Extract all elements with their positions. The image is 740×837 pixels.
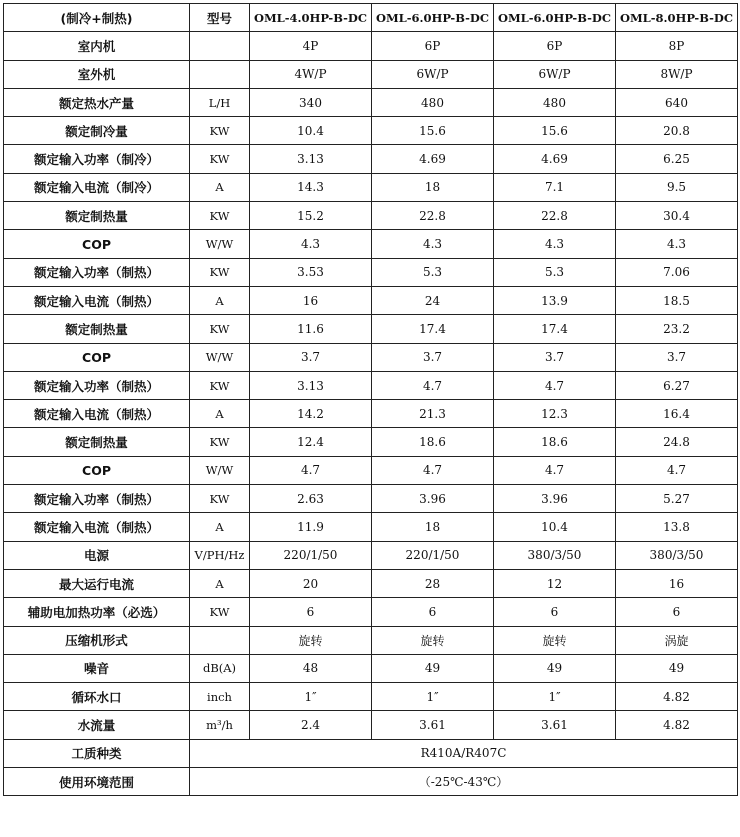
row-value: 16 [250,286,372,314]
row-value: 16.4 [616,400,738,428]
model-label-cell: 型号 [190,4,250,32]
row-value: 5.27 [616,485,738,513]
row-value: 6 [372,598,494,626]
row-value: 640 [616,88,738,116]
row-label: 额定输入电流（制冷） [4,173,190,201]
row-value: 4.3 [372,230,494,258]
row-value: 4.7 [494,371,616,399]
row-value: 14.3 [250,173,372,201]
row-value: 旋转 [372,626,494,654]
table-row [4,485,738,513]
row-label: 额定制冷量 [4,117,190,145]
row-unit: KW [190,371,250,399]
row-value: 7.1 [494,173,616,201]
row-value: 3.13 [250,145,372,173]
table-row [4,315,738,343]
row-value: 20 [250,569,372,597]
row-value: 4.7 [250,456,372,484]
table-row [4,569,738,597]
row-label: 压缩机形式 [4,626,190,654]
row-value: 220/1/50 [372,541,494,569]
row-unit: A [190,173,250,201]
row-value: 6 [494,598,616,626]
row-value: 4.3 [250,230,372,258]
row-label: 额定热水产量 [4,88,190,116]
row-value: 1″ [250,683,372,711]
row-value: 480 [494,88,616,116]
row-value: 3.7 [250,343,372,371]
row-unit: m³/h [190,711,250,739]
row-value: 380/3/50 [616,541,738,569]
row-value: 7.06 [616,258,738,286]
row-label: 室外机 [4,60,190,88]
row-value: 49 [616,654,738,682]
row-label: 辅助电加热功率（必选） [4,598,190,626]
row-unit: A [190,569,250,597]
row-value: 21.3 [372,400,494,428]
table-row [4,400,738,428]
row-value: 49 [372,654,494,682]
row-unit: KW [190,202,250,230]
row-label: 额定输入电流（制热） [4,286,190,314]
row-value: 1″ [372,683,494,711]
row-value: 14.2 [250,400,372,428]
row-value: 6W/P [494,60,616,88]
row-value: 3.7 [494,343,616,371]
row-value: 13.9 [494,286,616,314]
table-row [4,88,738,116]
row-value: 18.5 [616,286,738,314]
table-row [4,258,738,286]
row-value: 4.69 [372,145,494,173]
row-label: 噪音 [4,654,190,682]
row-label: 额定输入功率（制冷） [4,145,190,173]
row-label: COP [4,456,190,484]
spec-table-body [4,4,738,796]
row-value: 6 [616,598,738,626]
table-row [4,739,738,767]
row-value: 15.6 [494,117,616,145]
row-value: 30.4 [616,202,738,230]
row-value: 340 [250,88,372,116]
row-value: 4W/P [250,60,372,88]
row-value: 2.4 [250,711,372,739]
row-value: 11.6 [250,315,372,343]
table-row [4,173,738,201]
row-unit [190,626,250,654]
table-row [4,202,738,230]
row-value: 13.8 [616,513,738,541]
row-value: 17.4 [372,315,494,343]
row-label: 水流量 [4,711,190,739]
table-row [4,343,738,371]
row-value: 3.53 [250,258,372,286]
row-unit: W/W [190,230,250,258]
table-row [4,683,738,711]
table-row [4,145,738,173]
row-label: COP [4,230,190,258]
row-label: 最大运行电流 [4,569,190,597]
table-row [4,541,738,569]
table-row [4,626,738,654]
row-value: 15.6 [372,117,494,145]
table-row [4,60,738,88]
row-value: 1″ [494,683,616,711]
row-value: 22.8 [372,202,494,230]
row-value: 24.8 [616,428,738,456]
row-value: 18.6 [494,428,616,456]
row-label: 额定输入功率（制热） [4,258,190,286]
row-value: 4.3 [616,230,738,258]
row-value: 3.61 [372,711,494,739]
table-row [4,654,738,682]
row-value: 8P [616,32,738,60]
row-value: 9.5 [616,173,738,201]
table-row [4,428,738,456]
row-value: 4.69 [494,145,616,173]
row-unit: KW [190,258,250,286]
row-label: 额定制热量 [4,202,190,230]
row-value: 18 [372,173,494,201]
row-value: 2.63 [250,485,372,513]
category-cell: (制冷+制热) [4,4,190,32]
row-value: 8W/P [616,60,738,88]
model-header-2: OML-6.0HP-B-DC [372,4,494,32]
row-value: 4.7 [372,371,494,399]
row-value: 6.25 [616,145,738,173]
model-header-3: OML-6.0HP-B-DC [494,4,616,32]
row-value: 24 [372,286,494,314]
row-label: 额定输入功率（制热） [4,371,190,399]
row-merged-value: （-25℃-43℃） [190,768,738,796]
table-row [4,768,738,796]
row-value: 3.7 [372,343,494,371]
row-label: 循环水口 [4,683,190,711]
row-value: 23.2 [616,315,738,343]
row-value: 5.3 [372,258,494,286]
row-value: 3.96 [372,485,494,513]
row-value: 10.4 [494,513,616,541]
row-unit: KW [190,428,250,456]
row-unit: A [190,400,250,428]
row-value: 5.3 [494,258,616,286]
row-value: 20.8 [616,117,738,145]
row-unit: KW [190,485,250,513]
table-row [4,230,738,258]
row-value: 4.7 [494,456,616,484]
row-value: 17.4 [494,315,616,343]
table-row [4,371,738,399]
row-unit: dB(A) [190,654,250,682]
row-value: 18 [372,513,494,541]
row-value: 6P [494,32,616,60]
row-label: 电源 [4,541,190,569]
row-unit: KW [190,145,250,173]
row-unit: KW [190,598,250,626]
row-value: 4.82 [616,711,738,739]
row-value: 28 [372,569,494,597]
row-unit: KW [190,117,250,145]
row-value: 涡旋 [616,626,738,654]
row-value: 49 [494,654,616,682]
row-value: 16 [616,569,738,597]
row-label: 使用环境范围 [4,768,190,796]
table-row [4,286,738,314]
row-label: COP [4,343,190,371]
row-value: 4.82 [616,683,738,711]
row-label: 额定输入功率（制热） [4,485,190,513]
row-value: 480 [372,88,494,116]
row-value: 3.13 [250,371,372,399]
row-value: 22.8 [494,202,616,230]
row-unit: KW [190,315,250,343]
row-value: 11.9 [250,513,372,541]
row-value: 6P [372,32,494,60]
row-unit: inch [190,683,250,711]
row-label: 额定输入电流（制热） [4,513,190,541]
row-value: 15.2 [250,202,372,230]
row-value: 4.3 [494,230,616,258]
row-unit [190,32,250,60]
row-value: 4.7 [372,456,494,484]
row-value: 旋转 [494,626,616,654]
row-unit: V/PH/Hz [190,541,250,569]
row-value: 48 [250,654,372,682]
row-value: 12 [494,569,616,597]
row-value: 3.7 [616,343,738,371]
row-value: 6W/P [372,60,494,88]
header-row [4,4,738,32]
row-merged-value: R410A/R407C [190,739,738,767]
model-header-4: OML-8.0HP-B-DC [616,4,738,32]
row-unit: W/W [190,343,250,371]
row-unit: A [190,286,250,314]
table-row [4,711,738,739]
row-value: 旋转 [250,626,372,654]
row-value: 220/1/50 [250,541,372,569]
row-value: 6 [250,598,372,626]
row-label: 室内机 [4,32,190,60]
row-label: 额定制热量 [4,428,190,456]
row-unit: W/W [190,456,250,484]
row-label: 额定输入电流（制热） [4,400,190,428]
table-row [4,513,738,541]
row-value: 3.96 [494,485,616,513]
table-row [4,32,738,60]
row-value: 12.4 [250,428,372,456]
row-value: 380/3/50 [494,541,616,569]
row-unit [190,60,250,88]
row-unit: L/H [190,88,250,116]
row-unit: A [190,513,250,541]
table-row [4,598,738,626]
row-value: 4.7 [616,456,738,484]
row-label: 工质种类 [4,739,190,767]
row-value: 3.61 [494,711,616,739]
row-value: 6.27 [616,371,738,399]
table-row [4,117,738,145]
model-header-1: OML-4.0HP-B-DC [250,4,372,32]
row-value: 4P [250,32,372,60]
table-row [4,456,738,484]
row-value: 18.6 [372,428,494,456]
row-label: 额定制热量 [4,315,190,343]
row-value: 12.3 [494,400,616,428]
spec-table [3,3,738,796]
row-value: 10.4 [250,117,372,145]
